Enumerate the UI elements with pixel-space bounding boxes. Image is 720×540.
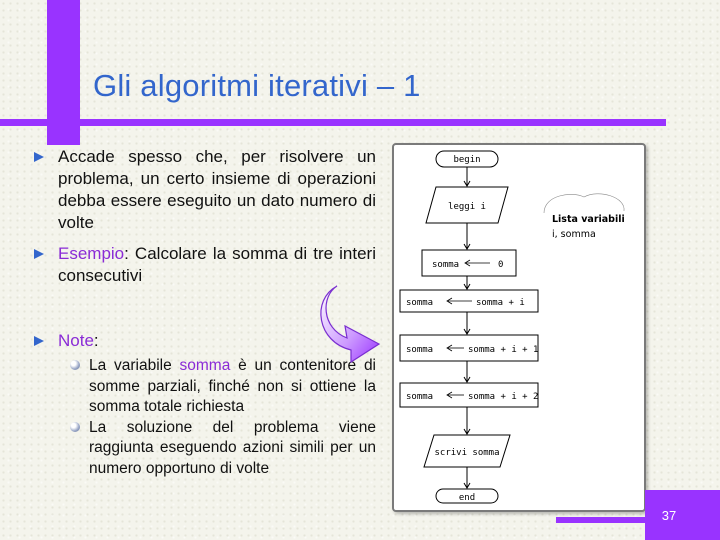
flow-step-right: somma + i (476, 298, 525, 308)
flow-variables-list: i, somma (552, 229, 596, 240)
flow-read-label: leggi i (448, 202, 486, 212)
page-number: 37 (661, 508, 677, 523)
bullet-label: Esempio (58, 244, 125, 263)
flow-assign-right: 0 (498, 260, 504, 270)
flow-assign-left: somma (432, 260, 460, 270)
flow-end-label: end (458, 493, 476, 503)
decorative-horizontal-bar (0, 119, 666, 126)
flow-step-left: somma (406, 392, 434, 402)
bullet-arrow-icon (34, 336, 44, 346)
sub-bullet-item (58, 418, 376, 480)
sub-bullet-icon (70, 422, 80, 432)
flow-step-right: somma + i + 1 (468, 345, 539, 355)
bullet-arrow-icon (34, 152, 44, 162)
flow-variables-title: Lista variabili (552, 214, 625, 225)
highlight-text: somma (179, 357, 231, 374)
sub-bullet-item (58, 356, 376, 418)
sub-bullet-list (34, 356, 376, 479)
bullet-item (34, 243, 376, 287)
curved-arrow-icon (315, 282, 383, 364)
sub-bullet-text: è un contenitore di somme parziali, finché non si ottiene la somma totale richiesta (89, 357, 377, 415)
bullet-text: Accade spesso che, per risolvere un problema, un certo insieme di operazioni debba essere eseguito un dato numero di volte (58, 147, 376, 232)
flow-write-label: scrivi somma (434, 448, 500, 458)
bullet-arrow-icon (34, 249, 44, 259)
bullet-item (34, 146, 376, 234)
sub-bullet-text: La soluzione del problema viene raggiunta eseguendo azioni simili per un numero opportuno di volte (89, 418, 376, 477)
sub-bullet-icon (70, 360, 80, 370)
bullet-label: Note (58, 331, 94, 350)
flow-step-right: somma + i + 2 (468, 392, 539, 402)
sub-bullet-text: La variabile (89, 357, 180, 374)
bullet-text: : Calcolare la somma di tre interi consecutivi (58, 244, 376, 285)
flowchart-panel (392, 143, 646, 512)
flow-step-left: somma (406, 345, 434, 355)
flow-step-left: somma (406, 298, 434, 308)
flow-begin-label: begin (453, 155, 481, 165)
slide-title: Gli algoritmi iterativi – 1 (93, 68, 421, 103)
bullet-text: : (93, 331, 99, 350)
